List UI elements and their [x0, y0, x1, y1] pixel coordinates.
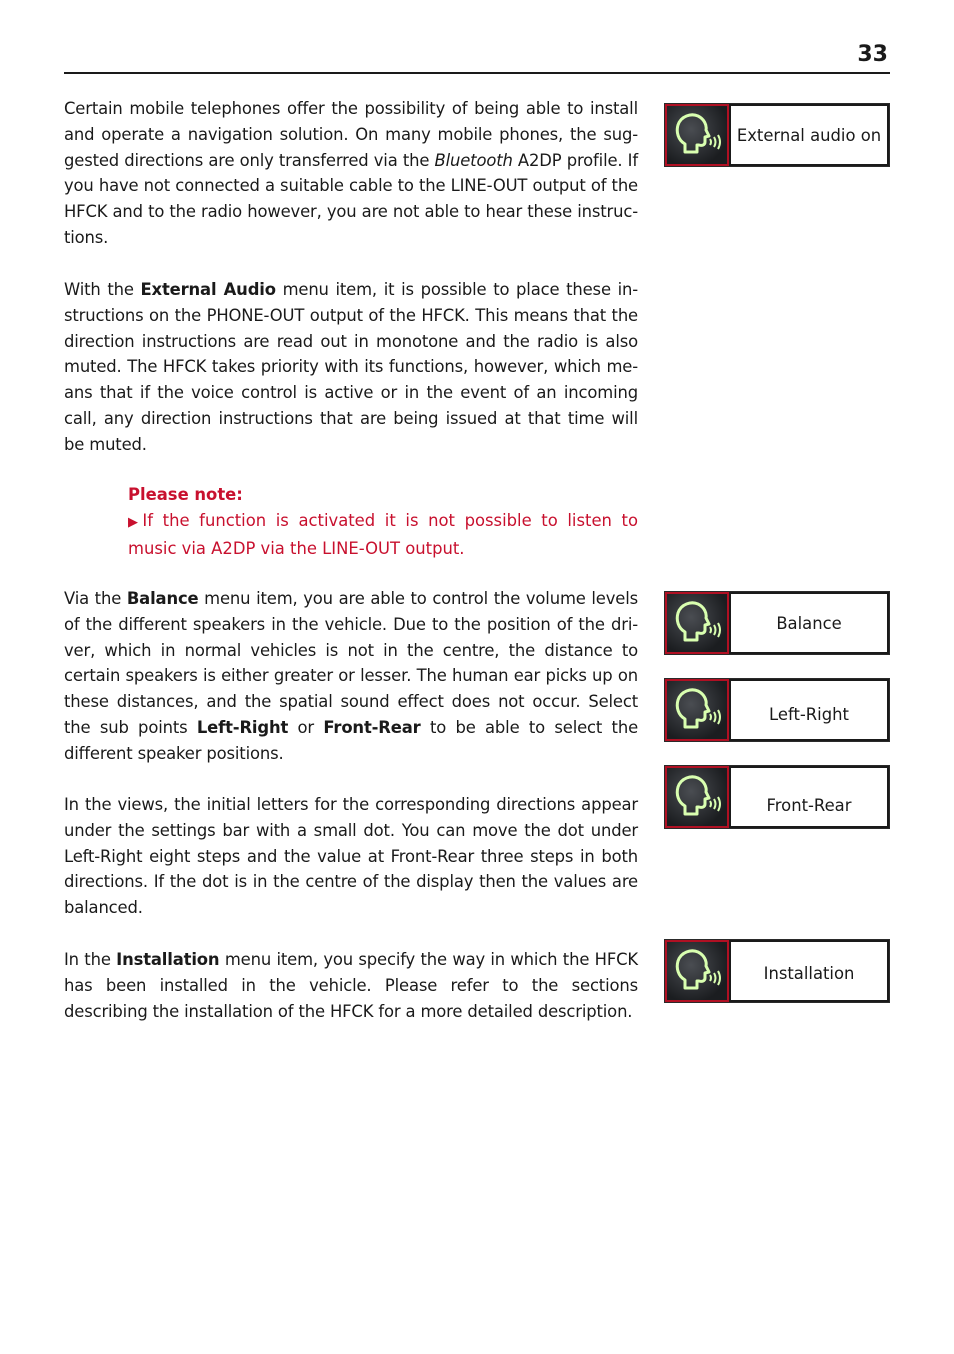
- paragraph-balance: Via the Balance menu item, you are able to control the volume levels of the different speakers in the vehicle. Due to the position of the dri-ver, which in normal vehicles is not in the centre, the distance to certain speakers is either greater or lesser. The human ear picks up on these distances, and the spatial sound effect does not occur. Select the sub points Left-Right or Front-Rear to be able to select the different speaker positions.: [64, 589, 639, 763]
- voice-head-icon: [665, 940, 729, 1002]
- menu-item-left-right: [664, 678, 890, 742]
- menu-item-external-audio: [664, 103, 890, 167]
- voice-head-icon: [665, 679, 729, 741]
- voice-head-icon: [665, 592, 729, 654]
- menu-label: Left-Right: [729, 679, 889, 741]
- menu-label: Installation: [729, 940, 889, 1002]
- note-title: Please note:: [128, 485, 243, 504]
- menu-item-installation: [664, 939, 890, 1003]
- paragraph-installation: In the Installation menu item, you specify the way in which the HFCK has been installed in the vehicle. Please refer to the sections describing the installation of the HFCK for a more detailed description.: [64, 950, 638, 1021]
- menu-label: Balance: [729, 592, 889, 654]
- paragraph-views: In the views, the initial letters for the corresponding directions appear under the settings bar with a small dot. You can move the dot under Left-Right eight steps and the value at Front-Rear three steps in both directions. If the dot is in the centre of the display then the values are balanced.: [64, 795, 638, 918]
- note-box: [128, 482, 638, 562]
- voice-head-icon: [665, 104, 729, 166]
- page-number: 33: [857, 42, 888, 67]
- menu-label: External audio on: [729, 104, 889, 166]
- voice-head-icon: [665, 766, 729, 828]
- menu-item-front-rear: [664, 765, 890, 829]
- note-text: If the function is activated it is not possible to listen to music via A2DP via the LINE-OUT output.: [128, 511, 638, 558]
- menu-item-balance: [664, 591, 890, 655]
- paragraph-navigation-audio: Certain mobile telephones offer the possibility of being able to install and operate a navigation solution. On many mobile phones, the sug-gested directions are only transferred via the Bluetooth A2DP profile. If you have not connected a suitable cable to the LINE-OUT output of the HFCK and to the radio however, you are not able to hear these instruc-tions.: [64, 99, 638, 247]
- menu-label: Front-Rear: [729, 766, 889, 828]
- paragraph-external-audio: With the External Audio menu item, it is possible to place these in-structions on the PHONE-OUT output of the HFCK. This means that the direction instructions are read out in monotone and the radio is also muted. The HFCK takes priority with its functions, however, which me-ans that if the voice control is active or in the event of an incoming call, any direction instructions that are being issued at that time will be muted.: [64, 280, 638, 454]
- arrow-right-icon: ▶: [128, 515, 143, 530]
- header-rule: [64, 72, 890, 74]
